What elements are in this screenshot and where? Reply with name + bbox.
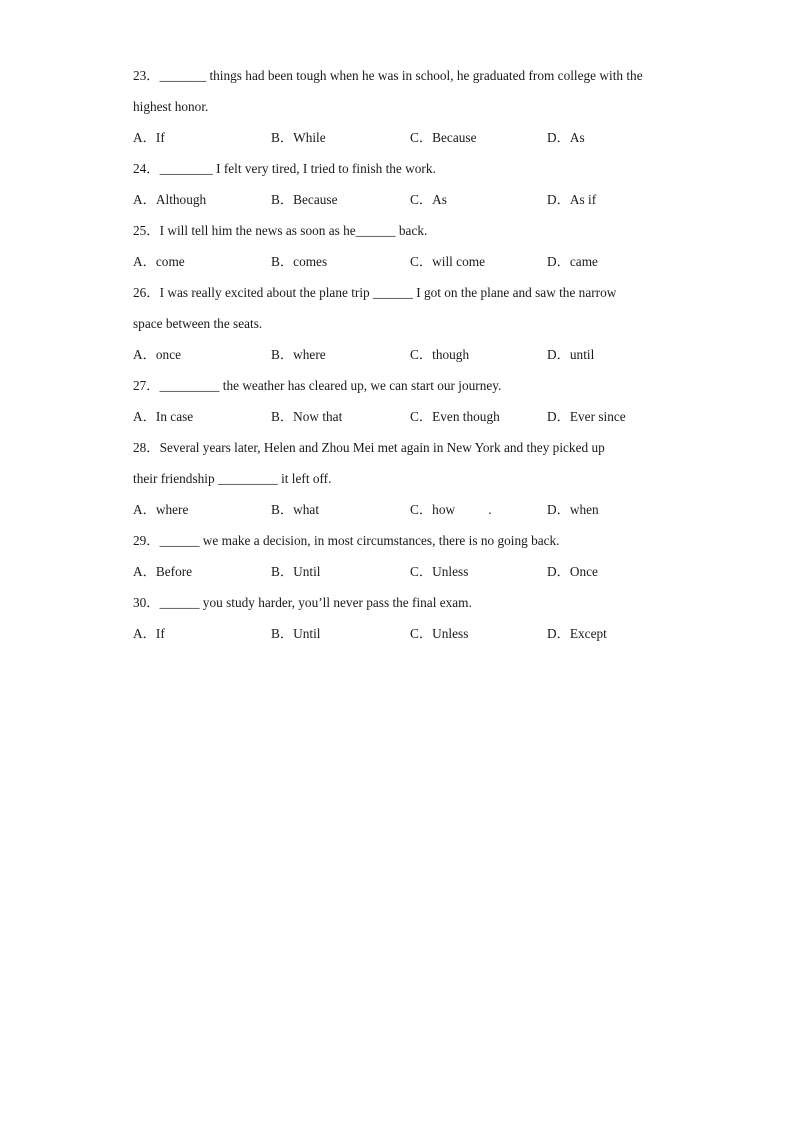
question-30 [133,590,673,652]
option-a: A．In case [133,409,194,424]
option-b: B．Until [271,626,321,641]
option-c: C．Because [410,130,477,145]
answer-options [133,187,673,218]
option-b: B．Until [271,564,321,579]
question-24 [133,156,673,218]
option-d: D．until [547,347,595,362]
option-b: B．While [271,130,326,145]
option-c: C．how . [410,502,492,517]
option-c: C．Unless [410,564,469,579]
option-b: B．comes [271,254,328,269]
option-b: B．what [271,502,320,517]
option-d: D．As [547,130,585,145]
option-a: A．come [133,254,185,269]
option-d: D．As if [547,192,597,207]
option-b: B．where [271,347,326,362]
question-stem: highest honor. [133,99,209,114]
answer-options [133,342,673,373]
option-a: A．If [133,626,165,641]
question-23 [133,63,673,156]
option-c: C．As [410,192,447,207]
option-a: A．Although [133,192,207,207]
question-stem: space between the seats. [133,316,263,331]
question-stem: 30．______ you study harder, you’ll never pass the final exam. [133,595,472,610]
answer-options [133,125,673,156]
option-a: A．Before [133,564,193,579]
answer-options [133,249,673,280]
question-26 [133,280,673,373]
option-a: A．If [133,130,165,145]
option-d: D．Except [547,626,607,641]
question-stem: 24．________ I felt very tired, I tried to finish the work. [133,161,436,176]
question-28 [133,435,673,528]
option-c: C．will come [410,254,485,269]
question-27 [133,373,673,435]
option-d: D．Ever since [547,409,626,424]
answer-options [133,497,673,528]
question-25 [133,218,673,280]
option-d: D．Once [547,564,598,579]
question-stem: 25．I will tell him the news as soon as he______ back. [133,223,428,238]
exam-page [133,63,673,652]
option-c: C．Unless [410,626,469,641]
question-stem: 29．______ we make a decision, in most circumstances, there is no going back. [133,533,560,548]
option-d: D．when [547,502,599,517]
option-b: B．Now that [271,409,343,424]
option-a: A．where [133,502,189,517]
answer-options [133,404,673,435]
question-29 [133,528,673,590]
answer-options [133,559,673,590]
question-stem: 23．_______ things had been tough when he was in school, he graduated from college with the [133,68,643,83]
option-b: B．Because [271,192,338,207]
question-stem: their friendship _________ it left off. [133,471,332,486]
answer-options [133,621,673,652]
option-d: D．came [547,254,598,269]
question-stem: 28．Several years later, Helen and Zhou Mei met again in New York and they picked up [133,440,605,455]
option-c: C．though [410,347,470,362]
question-stem: 27．_________ the weather has cleared up, we can start our journey. [133,378,502,393]
question-stem: 26．I was really excited about the plane trip ______ I got on the plane and saw the narrow [133,285,617,300]
option-a: A．once [133,347,181,362]
option-c: C．Even though [410,409,500,424]
